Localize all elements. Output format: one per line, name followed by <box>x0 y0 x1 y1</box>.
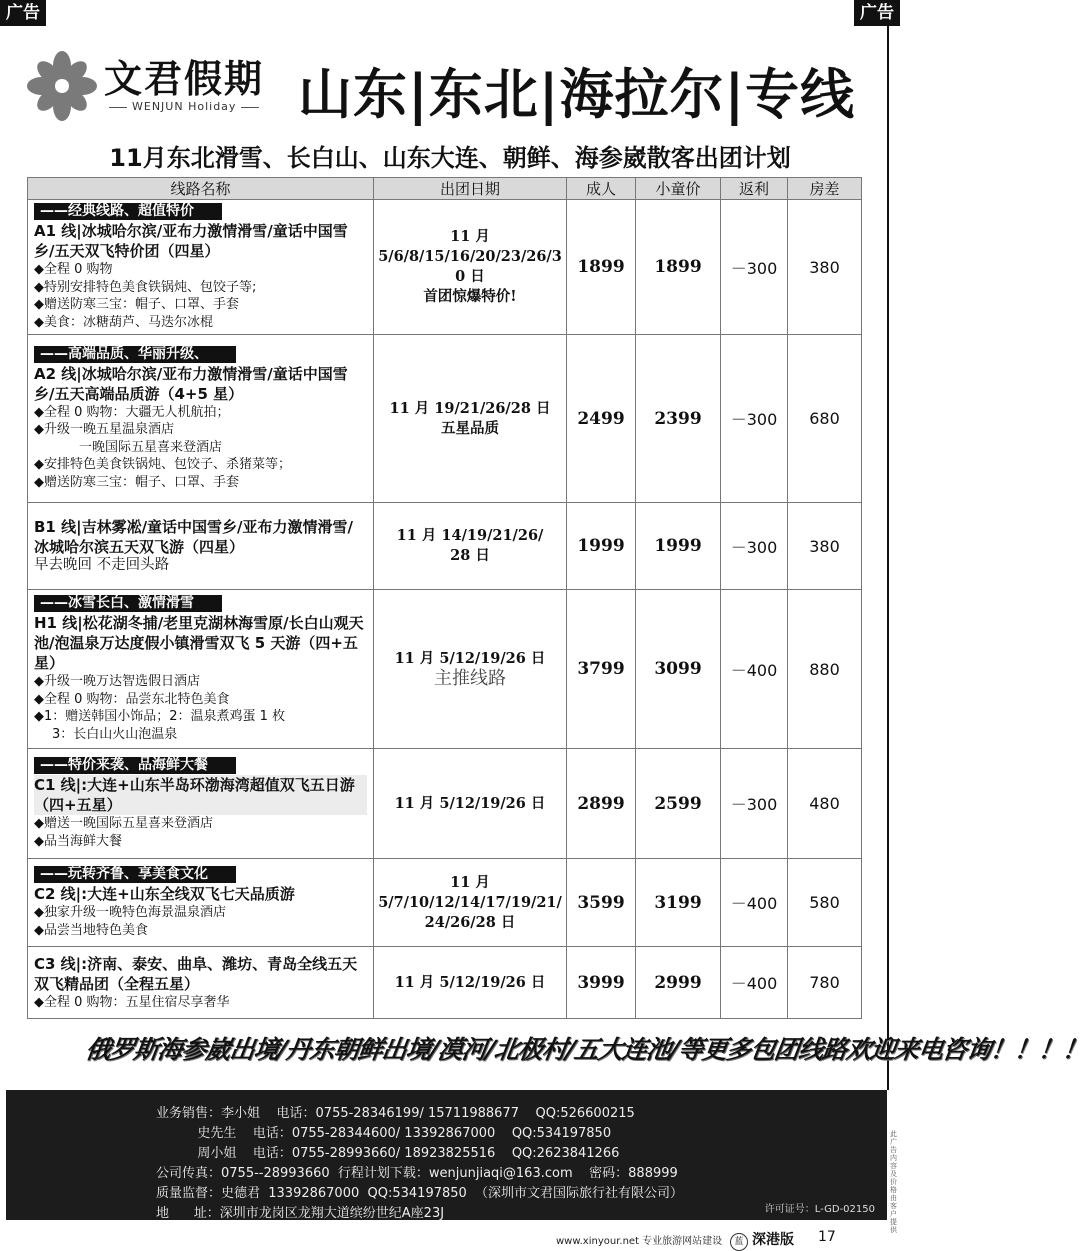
footer-line: 业务销售：李小姐 电话：0755-28346199/ 15711988677 QQ:526600215 <box>156 1106 635 1121</box>
rebate: －300 <box>721 335 788 503</box>
route-cell <box>28 947 374 1019</box>
route-cell <box>28 859 374 947</box>
date-line: 主推线路 <box>434 668 506 689</box>
adult-price: 3599 <box>567 859 636 947</box>
route-bullet: ◆赠送一晚国际五星喜来登酒店 <box>34 816 213 831</box>
child-price: 3199 <box>636 859 721 947</box>
date-line: 11 月 5/12/19/26 日 <box>394 794 546 812</box>
route-bullet: ◆赠送防寒三宝：帽子、口罩、手套 <box>34 297 239 312</box>
edition-mark-icon: 蓝 <box>730 1233 748 1251</box>
route-bullet: ◆赠送防寒三宝：帽子、口罩、手套 <box>34 474 239 490</box>
table-row <box>28 947 862 1019</box>
route-bullet: ◆品当海鲜大餐 <box>34 833 122 849</box>
date-cell <box>374 859 567 947</box>
route-title: C3 线|:济南、泰安、曲阜、潍坊、青岛全线五天双飞精品团（全程五星） <box>34 954 358 993</box>
footer-line: 史先生 电话：0755-28344600/ 13392867000 QQ:534197850 <box>156 1126 612 1141</box>
room-difference: 480 <box>788 749 862 859</box>
table-row <box>28 503 862 590</box>
date-cell <box>374 335 567 503</box>
date-line: 28 日 <box>450 547 490 564</box>
table-row <box>28 859 862 947</box>
table-header-row <box>28 178 862 200</box>
col-header-rebate: 返利 <box>721 178 788 200</box>
route-title: H1 线|松花湖冬捕/老里克湖林海雪原/长白山观天池/泡温泉万达度假小镇滑雪双飞 5 天游（四+五星） <box>34 614 364 672</box>
route-title: C2 线|:大连+山东全线双飞七天品质游 <box>34 885 295 903</box>
child-price: 2399 <box>636 335 721 503</box>
route-banner: ——高端品质、华丽升级、 <box>34 346 236 363</box>
date-line: 11 月 <box>450 873 490 891</box>
rebate: －300 <box>721 503 788 590</box>
route-cell <box>28 749 374 859</box>
col-header-child: 小童价 <box>636 178 721 200</box>
route-cell <box>28 503 374 590</box>
ad-tag-left: 广告 <box>0 0 46 26</box>
table-row <box>28 590 862 749</box>
date-cell <box>374 503 567 590</box>
table-row <box>28 749 862 859</box>
date-line: 24/26/28 日 <box>424 913 516 931</box>
route-banner: ——特价来袭、品海鲜大餐 <box>34 757 236 774</box>
child-price: 2599 <box>636 749 721 859</box>
route-bullet: ◆独家升级一晚特色海景温泉酒店 <box>34 905 226 920</box>
edition-name: 深港版 <box>752 1232 794 1248</box>
subtitle: 11月东北滑雪、长白山、山东大连、朝鲜、海参崴散客出团计划 <box>109 144 791 172</box>
date-cell <box>374 749 567 859</box>
contact-footer <box>6 1090 887 1220</box>
room-difference: 380 <box>788 200 862 335</box>
vertical-disclaimer: 此广告内容及价格由客户提供 <box>890 1130 897 1234</box>
route-bullet: ◆1：赠送韩国小饰品；2：温泉煮鸡蛋 1 枚 <box>34 709 286 724</box>
adult-price: 2499 <box>567 335 636 503</box>
col-header-date: 出团日期 <box>374 178 567 200</box>
route-bullet: 3：长白山火山泡温泉 <box>52 726 178 742</box>
route-note: 早去晚回 不走回头路 <box>34 557 170 574</box>
room-difference: 880 <box>788 590 862 749</box>
col-header-adult: 成人 <box>567 178 636 200</box>
rebate: －400 <box>721 947 788 1019</box>
date-line: 5/6/8/15/16/20/23/26/3 <box>378 248 562 265</box>
date-line: 0 日 <box>455 268 485 285</box>
rebate: －400 <box>721 859 788 947</box>
promo-slogan: 俄罗斯海参崴出境/丹东朝鲜出境/漠河/北极村/五大连池/等更多包团线路欢迎来电咨询！！！！ <box>83 1035 1089 1064</box>
date-line: 11 月 19/21/26/28 日 <box>389 399 551 417</box>
adult-price: 3999 <box>567 947 636 1019</box>
route-bullet: ◆全程 0 购物：大疆无人机航拍； <box>34 404 230 420</box>
route-bullet: ◆安排特色美食铁锅炖、包饺子、杀猪菜等； <box>34 457 291 473</box>
room-difference: 580 <box>788 859 862 947</box>
route-title: C1 线|:大连+山东半岛环渤海湾超值双飞五日游（四+五星） <box>34 775 367 815</box>
page-number: 17 <box>818 1229 836 1245</box>
footer-line: 质量监督：史德君 13392867000 QQ:534197850 （深圳市文君国际旅行社有限公司） <box>156 1186 684 1201</box>
license-number: 许可证号：L-GD-02150 <box>764 1204 875 1215</box>
date-line: 首团惊爆特价! <box>423 288 517 305</box>
route-bullet: ◆特别安排特色美食铁锅炖、包饺子等; <box>34 279 257 295</box>
logo-name: 文君假期 <box>104 57 265 101</box>
rebate: －400 <box>721 590 788 749</box>
date-line: 11 月 14/19/21/26/ <box>396 527 544 544</box>
flower-logo-icon <box>26 50 98 122</box>
col-header-route: 线路名称 <box>28 178 374 200</box>
route-banner: ——冰雪长白、激情滑雪 <box>34 595 222 612</box>
child-price: 1999 <box>636 503 721 590</box>
child-price: 2999 <box>636 947 721 1019</box>
route-banner: ——经典线路、超值特价 <box>34 203 222 220</box>
route-bullet: ◆美食：冰糖葫芦、马迭尔冰棍 <box>34 314 213 330</box>
col-header-room: 房差 <box>788 178 862 200</box>
adult-price: 3799 <box>567 590 636 749</box>
tour-table <box>27 177 862 1019</box>
route-bullet: ◆品尝当地特色美食 <box>34 922 148 938</box>
footer-line: 周小姐 电话：0755-28993660/ 18923825516 QQ:2623841266 <box>156 1146 620 1161</box>
route-title: B1 线|吉林雾凇/童话中国雪乡/亚布力激情滑雪/冰城哈尔滨五天双飞游（四星） <box>34 518 354 557</box>
route-cell <box>28 200 374 335</box>
room-difference: 680 <box>788 335 862 503</box>
route-cell <box>28 335 374 503</box>
route-bullet: ◆全程 0 购物 <box>34 262 113 277</box>
route-title: A2 线|冰城哈尔滨/亚布力激情滑雪/童话中国雪乡/五天高端品质游（4+5 星） <box>34 364 348 403</box>
bottom-bar <box>0 1226 900 1251</box>
ad-tag-right: 广告 <box>854 0 900 26</box>
headline: 山东|东北|海拉尔|专线 <box>298 63 856 126</box>
child-price: 1899 <box>636 200 721 335</box>
edition-label <box>730 1229 794 1251</box>
logo <box>26 44 266 130</box>
adult-price: 1899 <box>567 200 636 335</box>
date-line: 11 月 <box>450 228 490 245</box>
date-line: 五星品质 <box>441 419 499 437</box>
adult-price: 2899 <box>567 749 636 859</box>
room-difference: 780 <box>788 947 862 1019</box>
footer-line: 公司传真：0755--28993660 行程计划下载：wenjunjiaqi@163.com 密码：888999 <box>156 1166 678 1181</box>
adult-price: 1999 <box>567 503 636 590</box>
date-line: 11 月 5/12/19/26 日 <box>394 650 546 667</box>
route-bullet: 一晚国际五星喜来登酒店 <box>79 439 223 455</box>
date-cell <box>374 200 567 335</box>
route-title: A1 线|冰城哈尔滨/亚布力激情滑雪/童话中国雪乡/五天双飞特价团（四星） <box>34 222 348 260</box>
child-price: 3099 <box>636 590 721 749</box>
date-line: 5/7/10/12/14/17/19/21/ <box>378 893 562 911</box>
route-bullet: ◆全程 0 购物：五星住宿尽享奢华 <box>34 994 230 1010</box>
room-difference: 380 <box>788 503 862 590</box>
table-row <box>28 200 862 335</box>
footer-line: 地 址：深圳市龙岗区龙翔大道缤纷世纪A座23J <box>156 1206 445 1221</box>
date-line: 11 月 5/12/19/26 日 <box>394 973 546 991</box>
route-bullet: ◆全程 0 购物：品尝东北特色美食 <box>34 691 230 707</box>
route-banner: ——玩转齐鲁、享美食文化 <box>34 866 236 883</box>
date-cell <box>374 947 567 1019</box>
table-row <box>28 335 862 503</box>
date-cell <box>374 590 567 749</box>
rebate: －300 <box>721 749 788 859</box>
route-bullet: ◆升级一晚五星温泉酒店 <box>34 422 174 438</box>
route-cell <box>28 590 374 749</box>
route-bullet: ◆升级一晚万达智选假日酒店 <box>34 674 200 689</box>
rebate: －300 <box>721 200 788 335</box>
logo-english: WENJUN Holiday <box>104 100 264 113</box>
site-credit: www.xinyour.net 专业旅游网站建设 <box>556 1236 723 1247</box>
